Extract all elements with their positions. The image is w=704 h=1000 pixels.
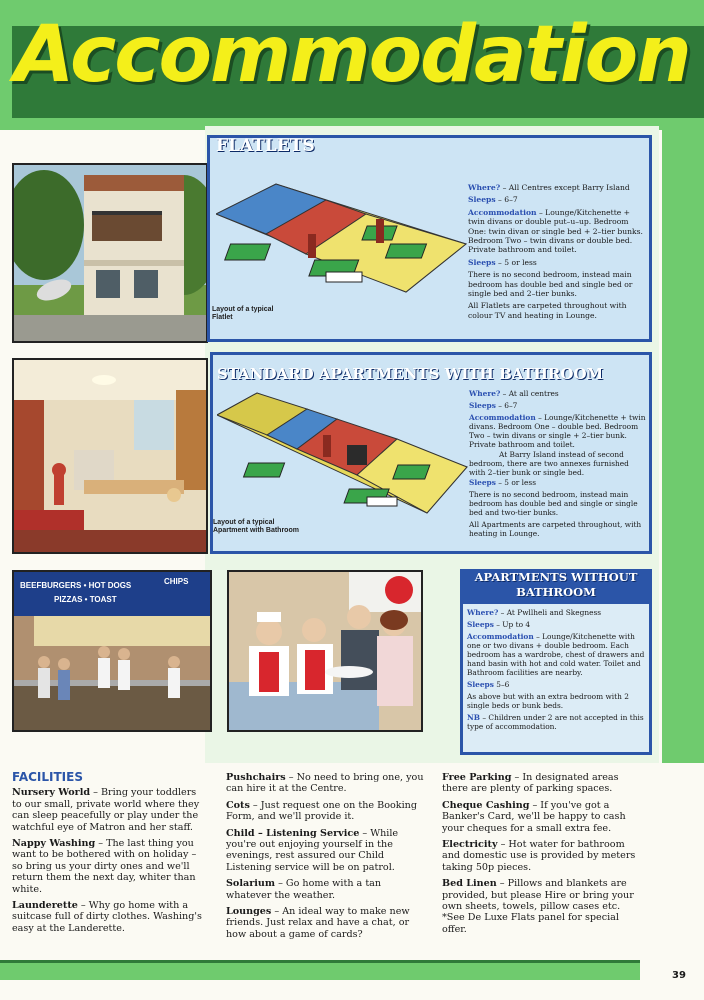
dining-staff-illustration bbox=[229, 572, 423, 732]
cafe-sign-line1: BEEFBURGERS • HOT DOGS bbox=[20, 581, 132, 590]
without-bathroom-heading bbox=[463, 570, 649, 604]
flatlets-exterior-illustration bbox=[14, 165, 208, 343]
without-sleeps: Sleeps – Up to 4 bbox=[467, 620, 531, 629]
photo-flatlets-exterior bbox=[12, 163, 208, 343]
facility-item: Cheque Cashing – If you've got a Banker's Card, we'll be happy to cash your cheques for a small extra fee. bbox=[442, 799, 626, 834]
standard-panel bbox=[210, 352, 652, 554]
flatlet-caption-line2: Flatlet bbox=[212, 314, 233, 321]
flatlets-info bbox=[468, 183, 646, 323]
without-accommodation: Accommodation – Lounge/Kitchenette with one or two divans + double bedroom. Each bedroom has a wardrobe, chest of drawers and hand basin with hot and cold water. Toilet and Bathroom facilities are nearby. bbox=[467, 632, 645, 677]
apartment-layout-caption bbox=[213, 519, 299, 535]
without-heading-line2: BATHROOM bbox=[516, 585, 596, 599]
without-heading-line1: APARTMENTS WITHOUT bbox=[474, 570, 638, 584]
without-note1: As above but with an extra bedroom with 2 single beds or bunk beds. bbox=[467, 692, 629, 710]
standard-barry-island: At Barry Island instead of second bedroom, there are two annexes furnished with 2–tier bunk or single bed. bbox=[469, 450, 629, 477]
flatlets-sleeps: Sleeps – 6–7 bbox=[468, 195, 518, 205]
apartment-caption-line2: Apartment with Bathroom bbox=[213, 527, 299, 534]
facility-item: Bed Linen – Pillows and blankets are provided, but please Hire or bring your own sheets, towels, pillow cases etc. *See De Luxe Flats panel for special offer. bbox=[442, 878, 634, 935]
without-info bbox=[467, 608, 647, 734]
photo-dining-staff bbox=[227, 570, 423, 732]
apartment-interior-illustration bbox=[14, 360, 208, 554]
flatlet-floorplan bbox=[216, 174, 468, 302]
facility-item: Free Parking – In designated areas there are plenty of parking spaces. bbox=[442, 772, 619, 795]
flatlets-where: Where? – All Centres except Barry Island bbox=[468, 183, 630, 192]
flatlets-note1: There is no second bedroom, instead main bedroom has double bed and single bed or single bed and 2–tier bunks. bbox=[468, 270, 633, 299]
without-bathroom-panel bbox=[460, 569, 652, 755]
flatlet-caption-line1: Layout of a typical bbox=[212, 306, 274, 313]
page-title: Accommodation bbox=[14, 10, 690, 100]
facility-item: Lounges – An ideal way to make new friends. Just relax and have a chat, or how about a game of cards? bbox=[226, 906, 410, 940]
flatlets-accommodation: Accommodation – Lounge/Kitchenette + twin divans or double put–u–up. Bedroom One: twin divan or single bed + 2–tier bunks. Bedroom Two – twin divans or double bed. Private bathroom and toilet. bbox=[468, 207, 643, 255]
without-sleeps2: Sleeps 5–6 bbox=[467, 680, 510, 689]
flatlets-sleeps2: Sleeps – 5 or less bbox=[468, 257, 537, 267]
apartment-floorplan bbox=[217, 385, 469, 517]
standard-where: Where? – At all centres bbox=[469, 389, 559, 398]
standard-sleeps: Sleeps – 6–7 bbox=[469, 401, 518, 410]
flatlet-layout-caption bbox=[212, 306, 273, 322]
without-bathroom-panel-inner bbox=[463, 572, 649, 752]
photo-apartment-interior bbox=[12, 358, 208, 554]
standard-note2: All Apartments are carpeted throughout, with heating in Lounge. bbox=[469, 520, 642, 538]
cafe-sign-line2: PIZZAS • TOAST bbox=[54, 595, 117, 604]
apartment-caption-line1: Layout of a typical bbox=[213, 519, 275, 526]
facilities-heading: FACILITIES bbox=[12, 770, 83, 784]
snack-bar-illustration bbox=[14, 572, 212, 732]
facilities-col3 bbox=[442, 772, 642, 940]
cafe-sign-chips: CHIPS bbox=[164, 577, 189, 586]
standard-accommodation: Accommodation – Lounge/Kitchenette + twin divans. Bedroom One – double bed. Bedroom Two – twin divans or single + 2–tier bunk. Private bathroom and toilet. bbox=[469, 413, 646, 449]
without-nb: NB – Children under 2 are not accepted in this type of accommodation. bbox=[467, 713, 644, 731]
standard-note1: There is no second bedroom, instead main bedroom has double bed and single or single bed and two-tier bunks. bbox=[469, 490, 638, 517]
facility-item: Nursery World – Bring your toddlers to our small, private world where they can sleep peacefully or play under the watchful eye of Matron and her staff. bbox=[12, 787, 200, 833]
facility-item: Solarium – Go home with a tan whatever the weather. bbox=[226, 878, 382, 901]
standard-sleeps2: Sleeps – 5 or less bbox=[469, 478, 536, 487]
facility-item: Pushchairs – No need to bring one, you can hire it at the Centre. bbox=[226, 772, 424, 795]
facility-item: Launderette – Why go home with a suitcase full of dirty clothes. Washing's easy at the Landerette. bbox=[12, 900, 202, 934]
flatlets-heading: FLATLETS bbox=[216, 136, 315, 156]
photo-snack-bar bbox=[12, 570, 212, 732]
without-where: Where? – At Pwllheli and Skegness bbox=[467, 608, 602, 617]
facilities-col2 bbox=[226, 772, 426, 945]
facility-item: Nappy Washing – The last thing you want to be bothered with on holiday – so bring us your dirty ones and we'll return them the next day, whiter than white. bbox=[12, 838, 197, 895]
facility-item: Electricity – Hot water for bathroom and domestic use is provided by meters taking 50p pieces. bbox=[442, 839, 636, 873]
flatlets-panel bbox=[207, 135, 652, 342]
flatlets-note2: All Flatlets are carpeted throughout with colour TV and heating in Lounge. bbox=[468, 301, 627, 320]
standard-panel-inner bbox=[213, 355, 649, 551]
footer-green-bar bbox=[0, 960, 640, 980]
page-number: 39 bbox=[672, 970, 686, 981]
flatlets-panel-inner bbox=[210, 138, 649, 339]
right-green-strip bbox=[662, 118, 704, 763]
facility-item: Cots – Just request one on the Booking Form, and we'll provide it. bbox=[226, 799, 417, 823]
standard-heading: STANDARD APARTMENTS WITH BATHROOM bbox=[217, 365, 604, 383]
facilities-col1 bbox=[12, 772, 208, 939]
facility-item: Child – Listening Service – While you're out enjoying yourself in the evenings, rest assured our Child Listening service will be on patrol. bbox=[226, 827, 399, 873]
standard-info bbox=[469, 389, 647, 541]
